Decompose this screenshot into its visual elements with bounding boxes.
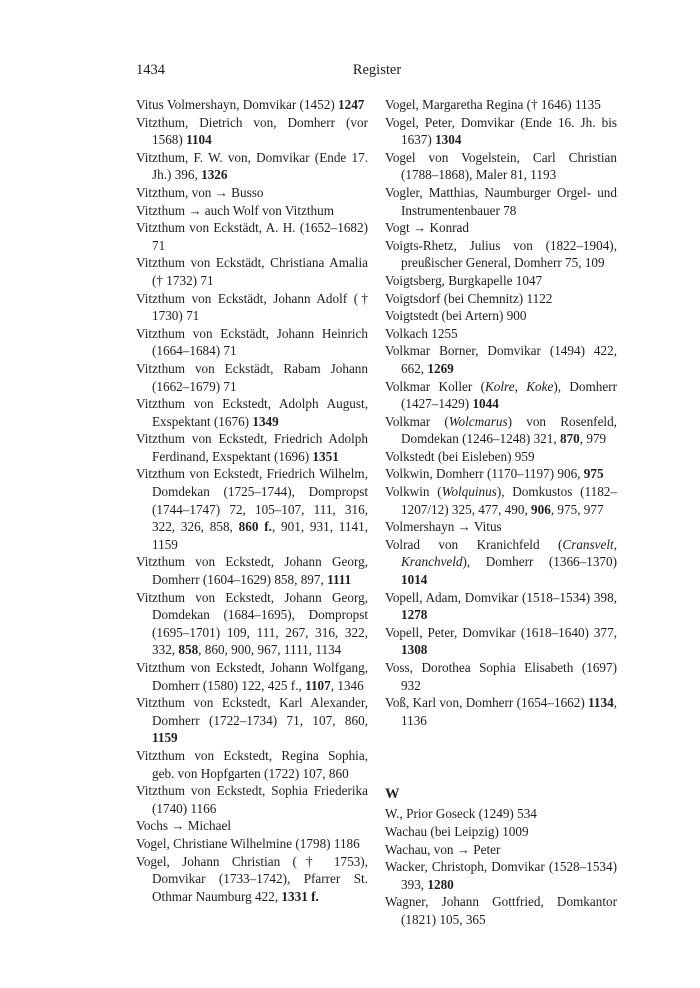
register-entry [136, 835, 368, 853]
entry-text: Vitzthum von Eckstädt, Johann Heinrich (1664–1684) 71 [136, 325, 368, 359]
entry-text: Vitzthum, Dietrich von, Domherr (vor 1568) [136, 114, 368, 148]
entry-text: ) von Rosenfeld, Domdekan (1246–1248) 321, [401, 413, 617, 447]
register-entry [136, 184, 368, 202]
italic-variant: Kolre [485, 378, 515, 394]
register-entry [385, 96, 617, 114]
register-entry [385, 237, 617, 272]
italic-variant: Wolcmarus [448, 413, 508, 429]
register-entry [385, 219, 617, 237]
register-entry [136, 395, 368, 430]
bold-page-ref: 975 [583, 466, 604, 482]
register-entry [385, 114, 617, 149]
bold-page-ref: 906 [531, 501, 551, 517]
bold-page-ref: 1014 [401, 572, 428, 588]
entry-text: Volkmar Borner, Domvikar (1494) 422, 662, [385, 343, 617, 376]
running-title: Register [352, 62, 402, 78]
register-entry [385, 184, 617, 219]
entry-text: Vitzthum von Eckstedt, Adolph August, Exspektant (1676) [136, 396, 368, 429]
section-gap [385, 729, 617, 785]
entry-text: Volkstedt (bei Eisleben) 959 [385, 448, 535, 464]
entry-text: Voigtsdorf (bei Chemnitz) 1122 [385, 290, 553, 306]
entry-text: , [613, 536, 617, 552]
entry-text: Voigtsberg, Burgkapelle 1047 [385, 272, 543, 288]
register-entry [136, 96, 368, 114]
entry-text: , 1346 [330, 677, 364, 693]
bold-page-ref: 1044 [472, 396, 499, 412]
register-entry [136, 853, 368, 906]
bold-page-ref: 1280 [427, 876, 454, 892]
entry-text: Vitzthum von Eckstedt, Regina Sophia, geb. von Hopfgarten (1722) 107, 860 [136, 747, 368, 781]
register-entry [385, 518, 617, 536]
entry-text: Vitzthum von Eckstedt, Johann Georg, Domherr (1604–1629) 858, 897, [136, 554, 368, 588]
register-entry [385, 858, 617, 893]
entry-text: Vogel, Peter, Domvikar (Ende 16. Jh. bis 1637) [385, 114, 617, 148]
entry-text: , 901, 931, 1141, 1159 [152, 519, 368, 552]
register-entry [385, 805, 617, 823]
page-number: 1434 [136, 62, 165, 78]
entry-text: Volkmar ( [385, 413, 449, 429]
entry-text: Wacker, Christoph, Domvikar (1528–1534) 393, [385, 859, 617, 892]
entry-text: Wachau, von → Peter [385, 841, 501, 857]
register-entry [136, 149, 368, 184]
entry-text: Vitzthum, F. W. von, Domvikar (Ende 17. Jh.) 396, [136, 149, 368, 183]
register-entry [385, 893, 617, 928]
entry-text: Vogt → Konrad [385, 220, 470, 236]
register-entry [385, 307, 617, 325]
bold-page-ref: 1278 [401, 607, 428, 623]
register-entry [385, 589, 617, 624]
register-entry [136, 659, 368, 694]
register-entry [385, 290, 617, 308]
entry-text: , [514, 378, 527, 394]
entry-text: Volkwin ( [385, 484, 442, 500]
entry-text: Vitzthum von Eckstädt, Johann Adolf († 1730) 71 [136, 290, 368, 324]
entry-text: Vitus Volmershayn, Domvikar (1452) [136, 97, 339, 112]
entry-text: ), Domkustos (1182–1207/12) 325, 477, 490, [401, 484, 617, 517]
section-letter-w: W [385, 786, 400, 803]
register-entry [385, 342, 617, 377]
entry-text: Vitzthum von Eckstädt, Rabam Johann (1662–1679) 71 [136, 360, 368, 394]
register-entry [385, 272, 617, 290]
entry-text: Vitzthum von Eckstedt, Friedrich Wilhelm, Domdekan (1725–1744), Dompropst (1744–1747) 72, 105–107, 111, 316, 322, 326, 858, [136, 466, 368, 535]
italic-variant: Cransvelt [562, 536, 614, 552]
register-entry [136, 589, 368, 659]
bold-page-ref: 1269 [427, 360, 454, 376]
entry-text: Vitzthum, von → Busso [136, 184, 264, 200]
register-entry [385, 694, 617, 729]
register-entry [136, 360, 368, 395]
entry-text: Vogel, Margaretha Regina († 1646) 1135 [385, 97, 601, 112]
register-entry [136, 782, 368, 817]
entry-text: Vitzthum von Eckstedt, Johann Wolfgang, Domherr (1580) 122, 425 f., [136, 660, 368, 693]
register-entry [385, 659, 617, 694]
left-entry-list [136, 96, 368, 905]
entry-text: Vochs → Michael [136, 818, 231, 834]
bold-page-ref: 1326 [201, 167, 228, 183]
entry-text: , 860, 900, 967, 1111, 1134 [198, 642, 342, 658]
register-entry [136, 694, 368, 747]
entry-text: Vitzthum von Eckstedt, Johann Georg, Domdekan (1684–1695), Dompropst (1695–1701) 109, 111, 267, 316, 322, 332, [136, 589, 368, 658]
register-entry [385, 149, 617, 184]
entry-text: Volkmar Koller ( [385, 378, 485, 394]
entry-text: Voß, Karl von, Domherr (1654–1662) [385, 695, 589, 711]
entry-text: Vitzthum von Eckstädt, A. H. (1652–1682) 71 [136, 220, 368, 253]
bold-page-ref: 1104 [186, 132, 212, 148]
right-entry-list-v [385, 96, 617, 729]
italic-variant: Koke [526, 378, 554, 394]
register-entry [385, 483, 617, 518]
entry-text: , 979 [579, 431, 607, 447]
entry-text: Vitzthum von Eckstädt, Christiana Amalia († 1732) 71 [136, 255, 368, 288]
register-entry [385, 536, 617, 589]
register-entry [385, 465, 617, 483]
bold-page-ref: 1308 [401, 642, 428, 658]
register-entry [136, 219, 368, 254]
bold-page-ref: 1134 [588, 695, 614, 711]
entry-text: Vogel von Vogelstein, Carl Christian (1788–1868), Maler 81, 1193 [385, 149, 617, 183]
entry-text: Voigts-Rhetz, Julius von (1822–1904), preußischer General, Domherr 75, 109 [385, 237, 617, 271]
bold-page-ref: 1247 [338, 97, 365, 112]
entry-text: ), Domherr (1366–1370) [462, 554, 617, 570]
bold-page-ref: 858 [178, 642, 199, 658]
entry-text: , 975, 977 [550, 501, 604, 517]
entry-text: Vitzthum von Eckstedt, Sophia Friederika (1740) 1166 [136, 783, 368, 816]
right-column [385, 96, 617, 929]
italic-variant: Kranchveld [401, 554, 463, 570]
register-entry [136, 254, 368, 289]
entry-text: Vogler, Matthias, Naumburger Orgel- und Instrumentenbauer 78 [385, 184, 617, 218]
register-entry [136, 430, 368, 465]
bold-page-ref: 1107 [305, 677, 331, 693]
entry-text: Volrad von Kranichfeld ( [385, 536, 563, 552]
bold-page-ref: 1349 [252, 413, 279, 429]
bold-page-ref: 1111 [327, 572, 352, 588]
register-entry [136, 325, 368, 360]
register-entry [385, 823, 617, 841]
entry-text: Vopell, Adam, Domvikar (1518–1534) 398, [385, 589, 617, 605]
register-entry [385, 325, 617, 343]
entry-text: Vogel, Christiane Wilhelmine (1798) 1186 [136, 835, 360, 851]
entry-text: Vogel, Johann Christian († 1753), Domvikar (1733–1742), Pfarrer St. Othmar Naumburg 422, [136, 853, 368, 904]
register-entry [136, 290, 368, 325]
entry-text: Vopell, Peter, Domvikar (1618–1640) 377, [385, 624, 617, 640]
register-entry [385, 841, 617, 859]
entry-text: Voigtstedt (bei Artern) 900 [385, 308, 527, 324]
entry-text: Vitzthum von Eckstedt, Friedrich Adolph Ferdinand, Exspektant (1696) [136, 431, 368, 464]
register-entry [136, 465, 368, 553]
register-entry [136, 817, 368, 835]
register-entry [385, 448, 617, 466]
bold-page-ref: 1351 [312, 448, 339, 464]
entry-text: Vitzthum von Eckstedt, Karl Alexander, Domherr (1722–1734) 71, 107, 860, [136, 695, 368, 728]
register-entry [385, 413, 617, 448]
bold-page-ref: 860 f. [238, 519, 272, 535]
entry-text: W., Prior Goseck (1249) 534 [385, 806, 537, 822]
register-entry [136, 747, 368, 782]
entry-text: Voss, Dorothea Sophia Elisabeth (1697) 932 [385, 660, 617, 693]
bold-page-ref: 1331 f. [281, 888, 319, 904]
entry-text: Vitzthum → auch Wolf von Vitzthum [136, 202, 334, 218]
register-entry [136, 202, 368, 220]
entry-text: Volkwin, Domherr (1170–1197) 906, [385, 466, 584, 482]
bold-page-ref: 1304 [435, 132, 462, 148]
entry-text: Wachau (bei Leipzig) 1009 [385, 823, 529, 839]
register-entry [136, 114, 368, 149]
left-column [136, 96, 368, 905]
register-entry [385, 378, 617, 413]
register-entry [136, 553, 368, 588]
entry-text: , 1136 [401, 695, 617, 728]
bold-page-ref: 1159 [152, 730, 178, 746]
right-entry-list-w [385, 805, 617, 928]
register-entry [385, 624, 617, 659]
entry-text: Volkach 1255 [385, 325, 458, 341]
italic-variant: Wolquinus [441, 484, 497, 500]
bold-page-ref: 870 [559, 431, 580, 447]
entry-text: Volmershayn → Vitus [385, 519, 502, 535]
entry-text: ), Domherr (1427–1429) [401, 378, 618, 412]
entry-text: Wagner, Johann Gottfried, Domkantor (1821) 105, 365 [385, 894, 617, 927]
